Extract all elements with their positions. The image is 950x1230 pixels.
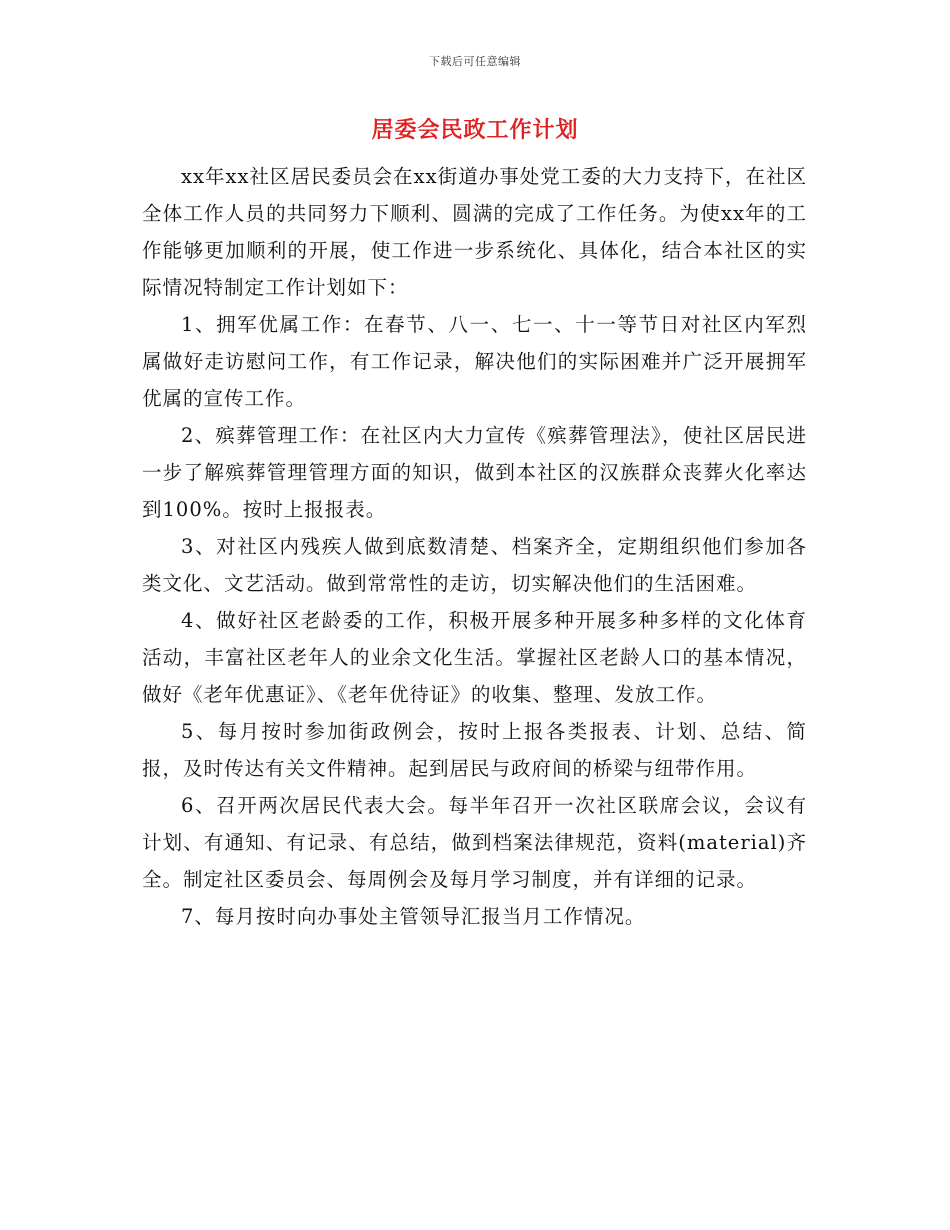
item-paragraph-4: 4、做好社区老龄委的工作，积极开展多种开展多种多样的文化体育活动，丰富社区老年人的业余文化生活。掌握社区老龄人口的基本情况，做好《老年优惠证》、《老年优待证》的收集、整理、发放工作。 — [142, 609, 807, 706]
item-paragraph-2: 2、殡葬管理工作：在社区内大力宣传《殡葬管理法》，使社区居民进一步了解殡葬管理管理方面的知识，做到本社区的汉族群众丧葬火化率达到100%。按时上报报表。 — [142, 424, 807, 521]
header-note: 下载后可任意编辑 — [429, 55, 521, 68]
intro-paragraph: xx年xx社区居民委员会在xx街道办事处党工委的大力支持下，在社区全体工作人员的共同努力下顺利、圆满的完成了工作任务。为使xx年的工作能够更加顺利的开展，使工作进一步系统化、具体化，结合本社区的实际情况特制定工作计划如下： — [142, 165, 807, 299]
item-paragraph-5: 5、每月按时参加街政例会，按时上报各类报表、计划、总结、简报，及时传达有关文件精神。起到居民与政府间的桥梁与纽带作用。 — [142, 720, 807, 780]
item-paragraph-1: 1、拥军优属工作：在春节、八一、七一、十一等节日对社区内军烈属做好走访慰问工作，有工作记录，解决他们的实际困难并广泛开展拥军优属的宣传工作。 — [142, 313, 807, 410]
document-title: 居委会民政工作计划 — [371, 118, 579, 143]
item-paragraph-3: 3、对社区内残疾人做到底数清楚、档案齐全，定期组织他们参加各类文化、文艺活动。做到常常性的走访，切实解决他们的生活困难。 — [142, 535, 807, 595]
document-body — [142, 158, 807, 935]
item-paragraph-7: 7、每月按时向办事处主管领导汇报当月工作情况。 — [181, 905, 646, 928]
item-paragraph-6: 6、召开两次居民代表大会。每半年召开一次社区联席会议，会议有计划、有通知、有记录、有总结，做到档案法律规范，资料(material)齐全。制定社区委员会、每周例会及每月学习制度，并有详细的记录。 — [142, 794, 807, 891]
